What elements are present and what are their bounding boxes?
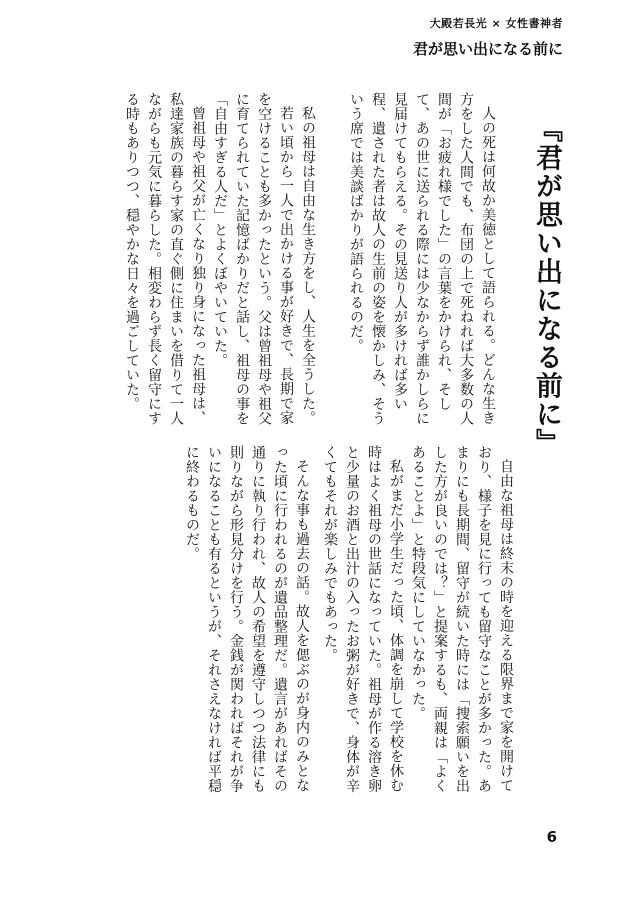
paragraph: 若い頃から一人で出かける事が好きで、長期で家を空けることも多かったという。父は曾祖母や祖父に育てられていた記憶ばかりだと話し、祖母の事を「自由すぎる人だ」とよくぼやいていた。 bbox=[212, 92, 294, 426]
text-block-lower-right bbox=[317, 445, 517, 805]
paragraph: 自由な祖母は終末の時を迎える限界まで家を開けており、様子を見に行っても留守なことが多かった。あまりにも長期間、留守が続いた時には「捜索願いを出した方が良いのでは？」と提案するも、両親は「よくあることよ」と特段気にしていなかった。 bbox=[410, 445, 514, 793]
paragraph: 私がまだ小学生だった頃、体調を崩して学校を休む時はよく祖母の世話になっていた。祖母が作る溶き卵と少量のお酒と出汁の入ったお粥が好きで、身体が辛くてもそれが楽しみでもあった。 bbox=[322, 445, 404, 793]
text-block-upper-right bbox=[324, 92, 499, 432]
chapter-title: 『君が思い出になる前に』 bbox=[531, 115, 562, 457]
text-block-upper-left bbox=[104, 92, 319, 432]
paragraph: 曾祖母や祖父が亡くなり独り身になった祖母は、私達家族の暮らす家の直ぐ側に住まいを借りて一人ながらも元気に暮らした。相変わらず長く留守にする時もありつつ、穏やかな日々を過ごしていた。 bbox=[124, 92, 206, 426]
paragraph: そんな事も過去の話。故人を偲ぶのが身内のみとなった頃に行われるのが遺品整理だ。遺言があればその通りに執り行われ、故人の希望を遵守しつつ法律にも則りながら形見分けを行う。金銭が関わればそれが争いになることも有るというが、それさえなければ平穏に終わるものだ。 bbox=[184, 445, 310, 793]
page-number: 6 bbox=[546, 828, 557, 846]
paragraph: 私の祖母は自由な生き方をし、人生を全うした。 bbox=[300, 106, 316, 425]
text-block-lower-left bbox=[98, 445, 313, 805]
paragraph: 人の死は何故か美徳として語られる。どんな生き方をした人間でも、布団の上で死ねれば大多数の人間が「お疲れ様でした」の言葉をかけられ、そして、あの世に送られる際には少なからず誰かしらに見届けてもらえる。その見送り人が多ければ多い程、遺された者は故人の生前の姿を懐かしみ、そういう席では美談ばかりが語られるのだ。 bbox=[348, 92, 496, 426]
header-author: 大殿若長光 × 女性書神者 bbox=[429, 17, 563, 30]
header-title: 君が思い出になる前に bbox=[412, 40, 563, 58]
